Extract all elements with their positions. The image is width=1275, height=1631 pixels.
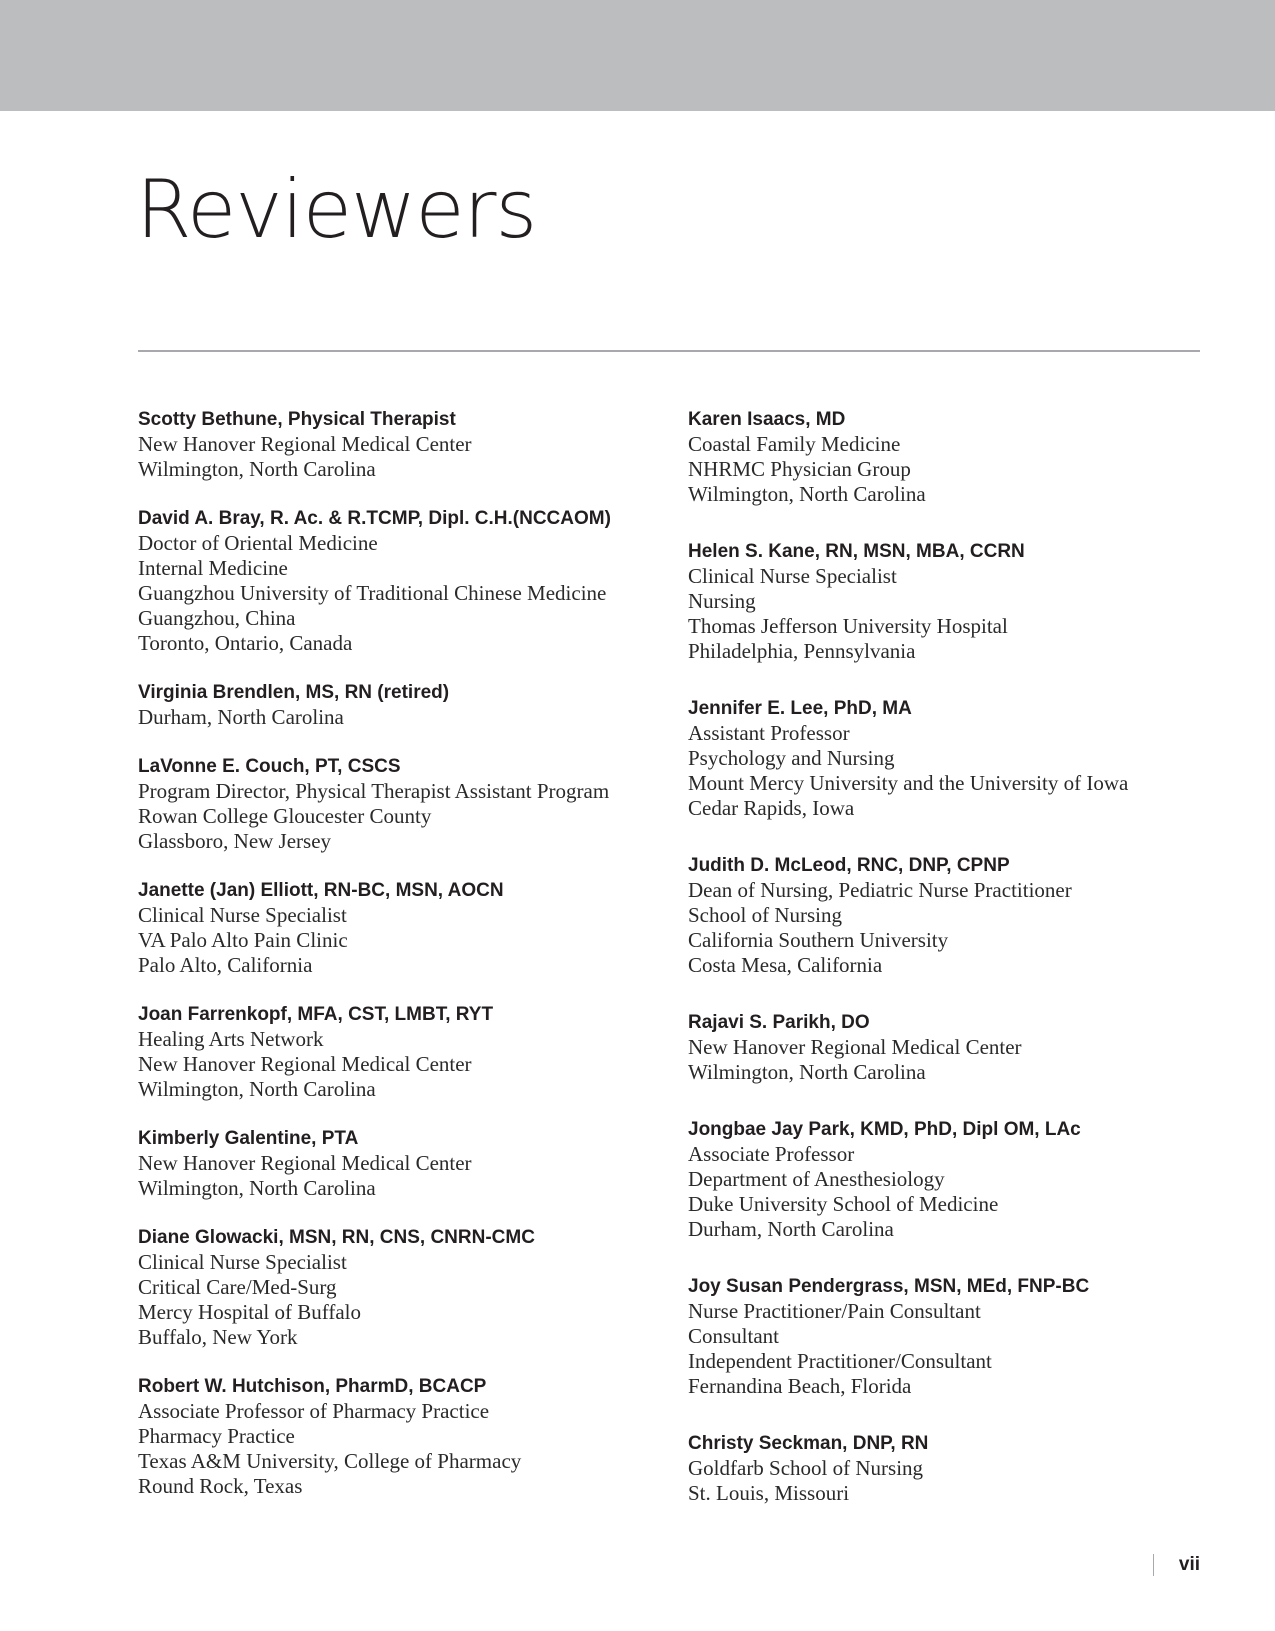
reviewer-name: Joan Farrenkopf, MFA, CST, LMBT, RYT [138, 1004, 494, 1025]
reviewer-affiliation-line: Nurse Practitioner/Pain Consultant [688, 1299, 981, 1323]
reviewer-entry [688, 1431, 1208, 1506]
reviewer-affiliation-line: Wilmington, North Carolina [688, 482, 926, 506]
reviewer-affiliation-line: Round Rock, Texas [138, 1474, 303, 1498]
reviewer-affiliation-line: Cedar Rapids, Iowa [688, 796, 855, 820]
reviewer-affiliation-line: Clinical Nurse Specialist [138, 1250, 347, 1274]
reviewer-affiliation-line: Costa Mesa, California [688, 953, 883, 977]
reviewer-affiliation-line: New Hanover Regional Medical Center [138, 1052, 472, 1076]
reviewer-affiliation-line: Glassboro, New Jersey [138, 829, 332, 853]
reviewer-affiliation-line: Guangzhou, China [138, 606, 296, 630]
reviewer-affiliation-line: Psychology and Nursing [688, 746, 895, 770]
reviewer-name: Jennifer E. Lee, PhD, MA [688, 698, 912, 719]
reviewer-affiliation-line: St. Louis, Missouri [688, 1481, 850, 1505]
page-number: vii [1178, 1554, 1200, 1575]
reviewer-entry [688, 1117, 1208, 1242]
reviewer-entry [138, 680, 668, 730]
reviewer-affiliation-line: Fernandina Beach, Florida [688, 1374, 912, 1398]
reviewer-entry [138, 878, 668, 978]
reviewer-affiliation-line: Dean of Nursing, Pediatric Nurse Practitioner [688, 878, 1072, 902]
reviewer-affiliation-line: Program Director, Physical Therapist Assistant Program [138, 779, 610, 803]
reviewer-name: David A. Bray, R. Ac. & R.TCMP, Dipl. C.H.(NCCAOM) [138, 508, 611, 529]
reviewer-affiliation-line: California Southern University [688, 928, 949, 952]
reviewer-affiliation-line: Healing Arts Network [138, 1027, 324, 1051]
reviewer-name: Jongbae Jay Park, KMD, PhD, Dipl OM, LAc [688, 1119, 1081, 1140]
reviewer-affiliation-line: Toronto, Ontario, Canada [138, 631, 353, 655]
reviewer-affiliation-line: Guangzhou University of Traditional Chinese Medicine [138, 581, 607, 605]
reviewer-entry [688, 1274, 1208, 1399]
reviewer-affiliation-line: Wilmington, North Carolina [138, 1176, 376, 1200]
reviewer-affiliation-line: Consultant [688, 1324, 780, 1348]
reviewer-affiliation-line: New Hanover Regional Medical Center [688, 1035, 1022, 1059]
reviewer-name: Helen S. Kane, RN, MSN, MBA, CCRN [688, 541, 1025, 562]
reviewers-right-column [688, 407, 1208, 1538]
reviewer-name: Diane Glowacki, MSN, RN, CNS, CNRN-CMC [138, 1227, 535, 1248]
reviewer-name: Virginia Brendlen, MS, RN (retired) [138, 682, 450, 703]
reviewer-name: Karen Isaacs, MD [688, 409, 846, 430]
reviewer-name: Joy Susan Pendergrass, MSN, MEd, FNP-BC [688, 1276, 1090, 1297]
reviewer-affiliation-line: Durham, North Carolina [138, 705, 344, 729]
reviewer-name: Christy Seckman, DNP, RN [688, 1433, 929, 1454]
reviewer-affiliation-line: Department of Anesthesiology [688, 1167, 945, 1191]
reviewer-name: Rajavi S. Parikh, DO [688, 1012, 870, 1033]
reviewer-affiliation-line: Clinical Nurse Specialist [688, 564, 897, 588]
reviewer-affiliation-line: Wilmington, North Carolina [138, 1077, 376, 1101]
reviewer-name: Scotty Bethune, Physical Therapist [138, 409, 456, 430]
reviewer-affiliation-line: Assistant Professor [688, 721, 850, 745]
reviewer-affiliation-line: Mercy Hospital of Buffalo [138, 1300, 361, 1324]
reviewer-affiliation-line: Philadelphia, Pennsylvania [688, 639, 916, 663]
reviewer-entry [138, 1225, 668, 1350]
reviewer-affiliation-line: Palo Alto, California [138, 953, 313, 977]
reviewer-affiliation-line: New Hanover Regional Medical Center [138, 1151, 472, 1175]
reviewer-affiliation-line: Nursing [688, 589, 756, 613]
reviewer-name: Judith D. McLeod, RNC, DNP, CPNP [688, 855, 1010, 876]
reviewer-affiliation-line: Texas A&M University, College of Pharmacy [138, 1449, 522, 1473]
reviewer-affiliation-line: Critical Care/Med-Surg [138, 1275, 337, 1299]
reviewer-entry [688, 407, 1208, 507]
reviewer-affiliation-line: Pharmacy Practice [138, 1424, 295, 1448]
reviewer-affiliation-line: Goldfarb School of Nursing [688, 1456, 924, 1480]
reviewer-affiliation-line: Internal Medicine [138, 556, 288, 580]
reviewer-affiliation-line: NHRMC Physician Group [688, 457, 911, 481]
reviewer-entry [138, 754, 668, 854]
reviewer-entry [688, 853, 1208, 978]
reviewer-affiliation-line: Rowan College Gloucester County [138, 804, 432, 828]
reviewer-entry [138, 506, 668, 656]
reviewer-entry [138, 1002, 668, 1102]
reviewer-affiliation-line: Independent Practitioner/Consultant [688, 1349, 992, 1373]
reviewer-entry [688, 696, 1208, 821]
reviewer-affiliation-line: Doctor of Oriental Medicine [138, 531, 378, 555]
reviewer-entry [138, 407, 668, 482]
reviewer-affiliation-line: Durham, North Carolina [688, 1217, 894, 1241]
reviewer-affiliation-line: Wilmington, North Carolina [688, 1060, 926, 1084]
title-divider [138, 350, 1200, 352]
reviewer-name: Kimberly Galentine, PTA [138, 1128, 359, 1149]
reviewer-affiliation-line: Duke University School of Medicine [688, 1192, 999, 1216]
reviewer-entry [138, 1374, 668, 1499]
reviewer-name: Robert W. Hutchison, PharmD, BCACP [138, 1376, 487, 1397]
header-band [0, 0, 1275, 111]
reviewers-left-column [138, 407, 668, 1523]
reviewer-affiliation-line: Mount Mercy University and the University of Iowa [688, 771, 1129, 795]
folio-divider [1153, 1554, 1154, 1576]
reviewer-affiliation-line: Clinical Nurse Specialist [138, 903, 347, 927]
reviewer-affiliation-line: Associate Professor of Pharmacy Practice [138, 1399, 490, 1423]
reviewer-entry [138, 1126, 668, 1201]
reviewer-affiliation-line: School of Nursing [688, 903, 842, 927]
reviewer-affiliation-line: Coastal Family Medicine [688, 432, 901, 456]
reviewer-entry [688, 539, 1208, 664]
page-title: Reviewers [136, 163, 537, 256]
reviewer-name: LaVonne E. Couch, PT, CSCS [138, 756, 401, 777]
reviewer-affiliation-line: Thomas Jefferson University Hospital [688, 614, 1008, 638]
reviewer-affiliation-line: VA Palo Alto Pain Clinic [138, 928, 348, 952]
reviewer-name: Janette (Jan) Elliott, RN-BC, MSN, AOCN [138, 880, 504, 901]
reviewer-affiliation-line: Wilmington, North Carolina [138, 457, 376, 481]
reviewer-affiliation-line: Buffalo, New York [138, 1325, 298, 1349]
reviewer-entry [688, 1010, 1208, 1085]
reviewer-affiliation-line: Associate Professor [688, 1142, 855, 1166]
reviewer-affiliation-line: New Hanover Regional Medical Center [138, 432, 472, 456]
